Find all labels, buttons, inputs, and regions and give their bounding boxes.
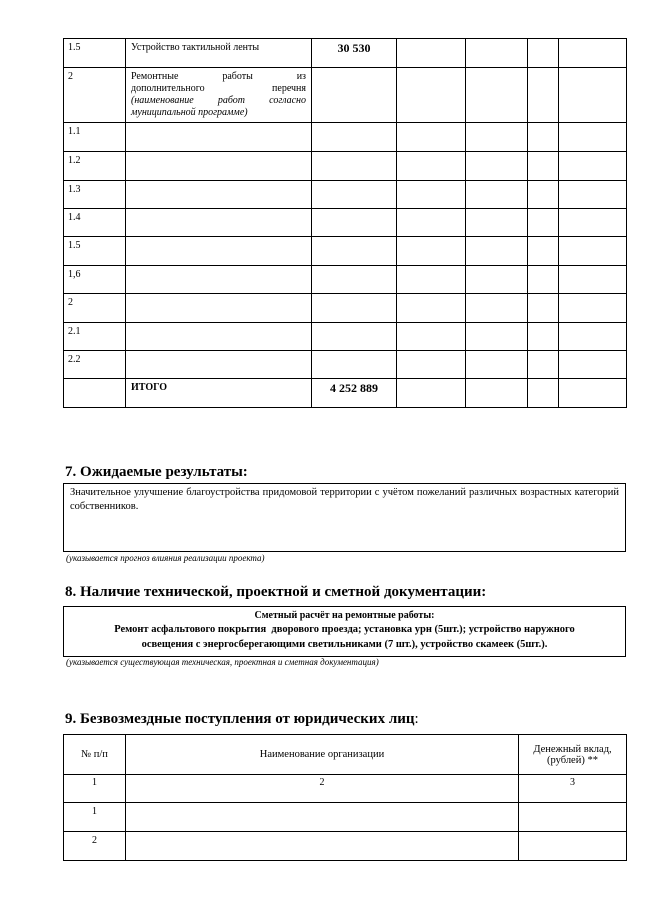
table-row-total bbox=[64, 379, 627, 408]
table-row bbox=[64, 152, 627, 181]
column-header: № п/п bbox=[64, 735, 126, 775]
table-row bbox=[64, 323, 627, 351]
donations-table bbox=[63, 734, 627, 861]
table-index-row bbox=[64, 775, 627, 803]
table-row bbox=[64, 832, 627, 861]
desc-line-italic: (наименование работ согласно bbox=[131, 95, 306, 106]
row-number: 2 bbox=[64, 68, 126, 123]
row-number: 1,6 bbox=[64, 266, 126, 294]
table-row bbox=[64, 68, 627, 123]
desc-line: Ремонтные работы из bbox=[131, 71, 306, 82]
desc-line: дополнительного перечня bbox=[131, 83, 306, 94]
column-header: Наименование организации bbox=[126, 735, 519, 775]
column-index: 3 bbox=[519, 775, 627, 803]
section-7-heading: 7. Ожидаемые результаты: bbox=[65, 464, 248, 480]
row-number: 1.1 bbox=[64, 123, 126, 152]
total-sum: 4 252 889 bbox=[312, 379, 397, 408]
row-number: 1.5 bbox=[64, 39, 126, 68]
table-row bbox=[64, 294, 627, 323]
row-number: 1 bbox=[64, 803, 126, 832]
budget-table bbox=[63, 38, 627, 408]
section-9-heading-colon: : bbox=[414, 711, 419, 727]
column-index: 1 bbox=[64, 775, 126, 803]
total-label: ИТОГО bbox=[126, 379, 312, 408]
section-8-note: (указывается существующая техническая, проектная и сметная документация) bbox=[66, 657, 379, 667]
table-row bbox=[64, 351, 627, 379]
column-index: 2 bbox=[126, 775, 519, 803]
expected-results-text: Значительное улучшение благоустройства придомовой территории с учётом пожеланий различных возрастных категорий собственников. bbox=[70, 487, 619, 512]
row-number: 2.2 bbox=[64, 351, 126, 379]
row-number: 1.2 bbox=[64, 152, 126, 181]
table-row bbox=[64, 803, 627, 832]
section-9-heading-text: 9. Безвозмездные поступления от юридических лиц bbox=[65, 711, 415, 727]
row-description: Устройство тактильной ленты bbox=[126, 39, 312, 68]
amount-cell bbox=[519, 803, 627, 832]
estimate-title: Сметный расчёт на ремонтные работы: bbox=[254, 610, 435, 621]
row-number: 1.4 bbox=[64, 209, 126, 237]
table-row bbox=[64, 123, 627, 152]
column-header: Денежный вклад, (рублей) ** bbox=[519, 735, 627, 775]
row-description bbox=[126, 68, 312, 123]
row-sum bbox=[312, 68, 397, 123]
table-row bbox=[64, 266, 627, 294]
desc-line-italic: муниципальной программе) bbox=[131, 107, 248, 118]
row-number: 2 bbox=[64, 294, 126, 323]
table-header-row bbox=[64, 735, 627, 775]
documentation-box bbox=[63, 606, 626, 657]
row-sum: 30 530 bbox=[312, 39, 397, 68]
row-number: 2 bbox=[64, 832, 126, 861]
section-8-heading: 8. Наличие технической, проектной и сметной документации: bbox=[65, 584, 487, 600]
section-7-note: (указывается прогноз влияния реализации проекта) bbox=[66, 553, 265, 563]
amount-cell bbox=[519, 832, 627, 861]
table-row bbox=[64, 237, 627, 266]
estimate-line: освещения с энергосберегающими светильниками (7 шт.), устройство скамеек (5шт.). bbox=[141, 639, 548, 650]
row-number: 2.1 bbox=[64, 323, 126, 351]
row-number bbox=[64, 379, 126, 408]
table-row bbox=[64, 209, 627, 237]
row-number: 1.5 bbox=[64, 237, 126, 266]
table-row bbox=[64, 181, 627, 209]
organization-name-cell bbox=[126, 832, 519, 861]
row-number: 1.3 bbox=[64, 181, 126, 209]
estimate-line: Ремонт асфальтового покрытия дворового проезда; установка урн (5шт.); устройство наружного bbox=[114, 624, 575, 635]
organization-name-cell bbox=[126, 803, 519, 832]
expected-results-box bbox=[63, 483, 626, 552]
table-row bbox=[64, 39, 627, 68]
section-9-heading bbox=[65, 711, 419, 728]
